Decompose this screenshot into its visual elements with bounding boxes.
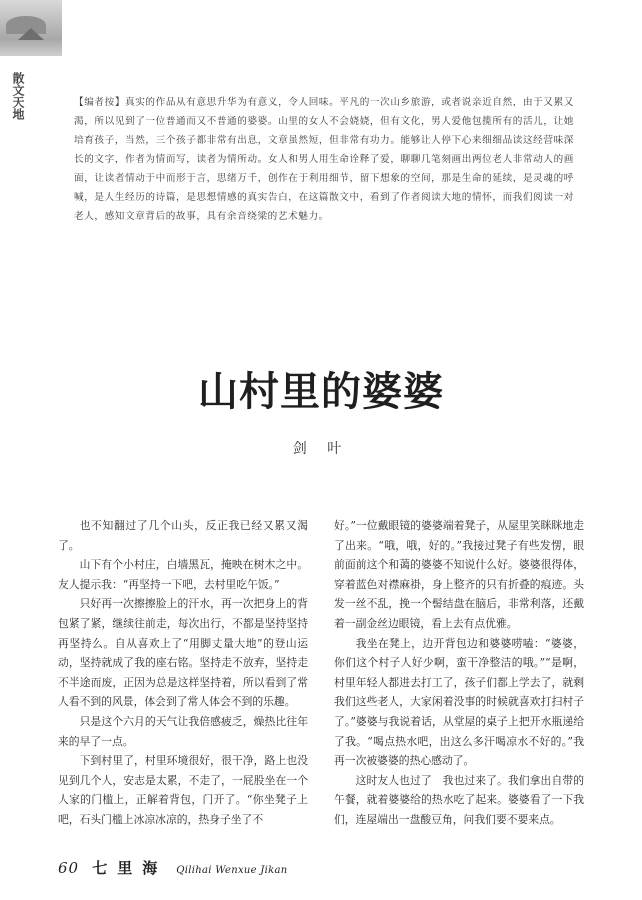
paragraph: 只好再一次擦擦脸上的汗水，再一次把身上的背包紧了紧，继续往前走，每次出行，不都是坚持坚持再坚持么。自从喜欢上了“用脚丈量大地”的登山运动，坚持就成了我的座右铭。坚持走不放弃，坚持走不半途而废，正因为总是这样坚持着，所以看到了常人看不到的风景，体会到了常人体会不到的乐趣。 <box>58 597 308 709</box>
paragraph: 好。”一位戴眼镜的婆婆端着凳子，从屋里笑眯眯地走了出来。“哦，哦，好的。”我接过凳子有些发愣，眼前面前这个和蔼的婆婆不知说什么好。婆婆很得体，穿着蓝色对襟麻褂，身上整齐的只有折叠的痕迹。头发一丝不乱，挽一个髻结盘在脑后，非常利落，还戴着一副金丝边眼镜，看上去有点优雅。 <box>334 519 584 630</box>
corner-landscape-image <box>0 0 62 56</box>
magazine-latin-name: Qilihai Wenxue Jikan <box>176 865 288 876</box>
article-title: 山村里的婆婆 <box>198 369 444 415</box>
paragraph: 这时友人也过了 我也过来了。我们拿出自带的午餐，就着婆婆给的热水吃了起来。婆婆看了一下我们，连屋端出一盘酸豆角，问我们要不要来点。 <box>334 773 584 826</box>
paragraph: 下到村里了，村里环境很好，很干净，路上也没见到几个人，安志是太累，不走了，一屁股坐在一个人家的门槛上，正解着背包，门开了。“你坐凳子上吧，石头门槛上冰凉冰凉的，热身子坐了不 <box>58 754 308 826</box>
editor-note: 【编者按】真实的作品从有意思升华为有意义，令人回味。平凡的一次山乡旅游，或者说亲近自然，由于又累又渴，所以见到了一位普通而又不普通的婆婆。山里的女人不会娆娆，但有文化，男人爱他包揽所有的活儿，让她培育孩子，当然，三个孩子都非常有出息，文章虽然短，但非常有功力。能够让人停下心来细细品读这经营味深长的文字，作者为情而写，读者为情所动。女人和男人用生命诠释了爱，聊聊几笔刻画出两位老人非常动人的画面，让读者情动于中而形于言，思绪万千，创作在于利用细节，留下想象的空间，那是生命的延续，是灵魂的呼喊，是人生经历的诗篇，是思想情感的真实告白，在这篇散文中，看到了作者阅读大地的情怀，而我们阅读一对老人，感知文章背后的故事，具有余音绕梁的艺术魅力。 <box>74 97 574 222</box>
paragraph: 也不知翻过了几个山头，反正我已经又累又渴了。 <box>58 519 308 552</box>
page-number: 60 <box>58 859 80 877</box>
body-column-right <box>334 516 584 828</box>
page-footer <box>58 857 288 878</box>
hill-shape <box>6 16 46 34</box>
article-author: 剑 叶 <box>292 441 350 457</box>
body-column-left <box>58 516 308 828</box>
paragraph: 我坐在凳上，边开背包边和婆婆唠嗑：“婆婆，你们这个村子人好少啊，蛮干净整洁的哦。”“是啊，村里年轻人都进去打工了，孩子们都上学去了，就剩我们这些老人，大家闲着没事的时候就喜欢打扫村子了。”婆婆与我说着话，从堂屋的桌子上把开水瓶递给了我。“喝点热水吧，出这么多汗喝凉水不好的。”我再一次被婆婆的热心感动了。 <box>334 636 584 768</box>
section-tag: 散文天地 <box>11 72 25 120</box>
magazine-name: 七里海 <box>92 859 168 877</box>
paragraph: 只是这个六月的天气让我倍感疲乏，燥热比往年来的早了一点。 <box>58 714 308 748</box>
paragraph: 山下有个小村庄，白墙黑瓦，掩映在树木之中。友人提示我：“再坚持一下吧，去村里吃午饭。” <box>58 558 308 591</box>
